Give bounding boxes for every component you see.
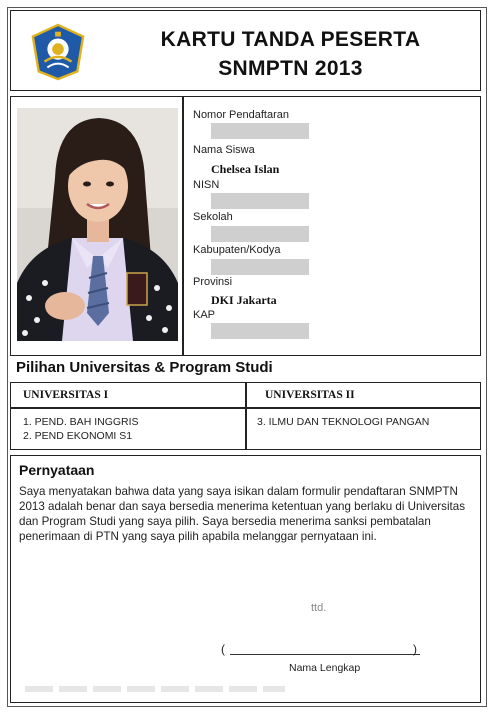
- nisn-redacted: [211, 193, 309, 209]
- signature-paren-open: (: [221, 642, 225, 656]
- universitas-1-program-1: 1. PEND. BAH INGGRIS: [23, 416, 139, 428]
- nomor-pendaftaran-redacted: [211, 123, 309, 139]
- kabupaten-redacted: [211, 259, 309, 275]
- provinsi-value: DKI Jakarta: [211, 293, 277, 307]
- universitas-2-header: UNIVERSITAS II: [265, 389, 355, 401]
- card-title-line2: SNMPTN 2013: [218, 57, 363, 80]
- student-photo: [17, 108, 178, 341]
- signature-paren-close: ): [413, 642, 417, 656]
- kabupaten-label: Kabupaten/Kodya: [193, 244, 281, 256]
- identity-divider: [182, 97, 184, 355]
- universitas-2-program-1: 3. ILMU DAN TEKNOLOGI PANGAN: [257, 416, 430, 428]
- nama-siswa-value: Chelsea Islan: [211, 162, 280, 176]
- signature-line: [230, 654, 420, 655]
- statement-title: Pernyataan: [19, 462, 95, 478]
- sekolah-label: Sekolah: [193, 211, 233, 223]
- card-title-line1: KARTU TANDA PESERTA: [160, 28, 421, 51]
- choices-table: [10, 382, 481, 450]
- student-portrait-icon: [17, 108, 178, 341]
- signature-name-caption: Nama Lengkap: [289, 662, 361, 674]
- tut-wuri-handayani-emblem-icon: [29, 23, 87, 81]
- provinsi-label: Provinsi: [193, 276, 233, 288]
- statement-text: Saya menyatakan bahwa data yang saya isikan dalam formulir pendaftaran SNMPTN 2013 adalah benar dan saya bersedia menerima ketentuan yang berlaku di Universitas dan Program Studi yang saya pilih. Saya bersedia menerima sanksi pembatalan penerimaan di PTN yang saya pilih apabila melanggar pernyataan ini.: [19, 485, 465, 543]
- universitas-1-header: UNIVERSITAS I: [23, 389, 109, 401]
- signature-ttd: ttd.: [311, 602, 327, 614]
- choices-row-divider: [11, 407, 480, 409]
- choices-column-divider: [245, 383, 247, 449]
- universitas-1-program-2: 2. PEND EKONOMI S1: [23, 430, 133, 442]
- kap-redacted: [211, 323, 309, 339]
- choices-section-title: Pilihan Universitas & Program Studi: [16, 359, 273, 376]
- sekolah-redacted: [211, 226, 309, 242]
- statement-panel: [10, 455, 481, 703]
- faded-footer-text: [25, 686, 285, 692]
- nama-siswa-label: Nama Siswa: [193, 144, 255, 156]
- nomor-pendaftaran-label: Nomor Pendaftaran: [193, 109, 289, 121]
- card-header: [10, 10, 481, 91]
- nisn-label: NISN: [193, 179, 220, 191]
- kap-label: KAP: [193, 309, 216, 321]
- identity-panel: [10, 96, 481, 356]
